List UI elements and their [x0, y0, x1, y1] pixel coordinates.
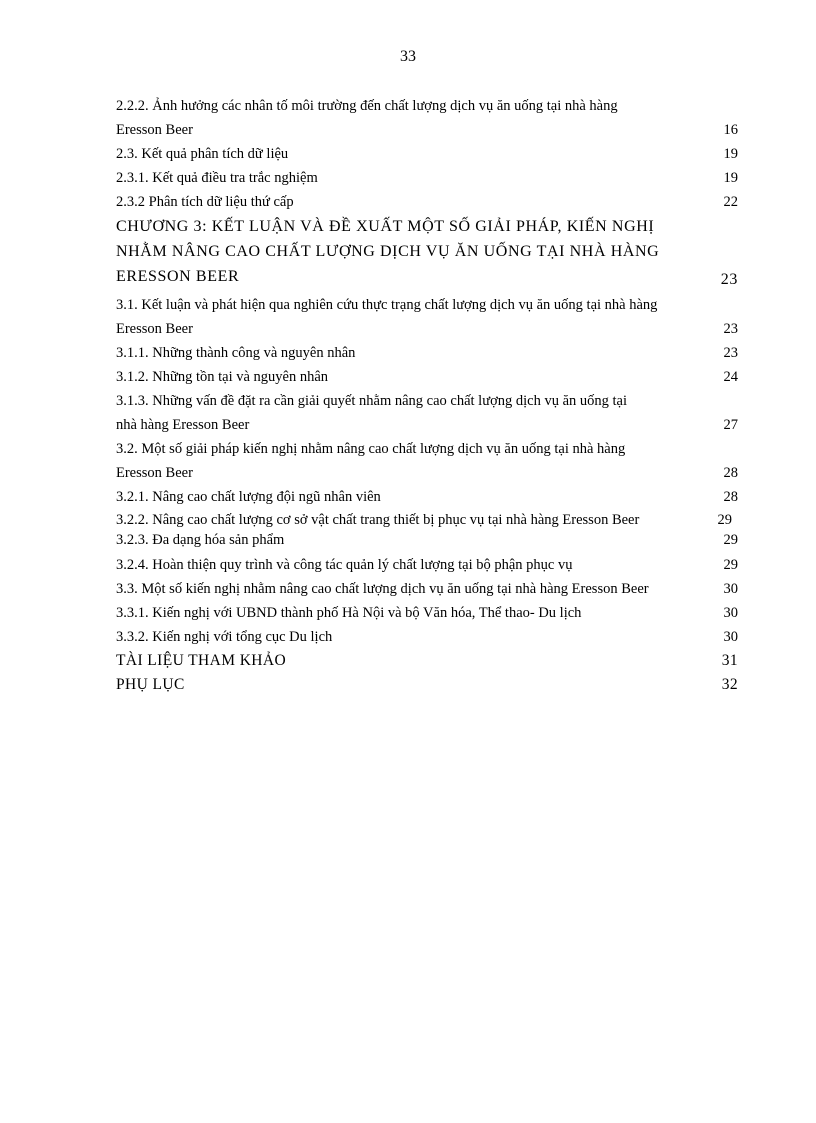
- toc-page-number: 30: [723, 605, 738, 621]
- toc-page-number: 24: [723, 369, 738, 385]
- toc-entry-3-2-2: [116, 509, 738, 531]
- toc-entry-title: 2.3.1. Kết quả điều tra trắc nghiệm: [116, 170, 318, 186]
- toc-page-number: 16: [723, 122, 738, 138]
- toc-entry-3-1-1: [116, 341, 738, 365]
- toc-page-number: 28: [723, 489, 738, 505]
- toc-page-number: 32: [721, 676, 738, 693]
- toc-page-number: 28: [723, 465, 738, 481]
- toc-page-number: 29: [717, 512, 732, 528]
- toc-entry-title: 3.2. Một số giải pháp kiến nghị nhằm nâng cao chất lượng dịch vụ ăn uống tại nhà hàng: [116, 441, 626, 457]
- toc-entry-title: 3.2.3. Đa dạng hóa sản phẩm: [116, 532, 285, 548]
- toc-entry-3-2: [116, 437, 738, 485]
- toc-entry-title: CHƯƠNG 3: KẾT LUẬN VÀ ĐỀ XUẤT MỘT SỐ GIẢI PHÁP, KIẾN NGHỊ: [116, 218, 655, 235]
- toc-entry-3-1: [116, 293, 738, 341]
- toc-entry-2-3-1: [116, 166, 738, 190]
- toc-entry-3-3: [116, 577, 738, 601]
- toc-entry-title: 3.1.3. Những vấn đề đặt ra cần giải quyết nhằm nâng cao chất lượng dịch vụ ăn uống tại: [116, 393, 628, 409]
- toc-page-number: 23: [723, 321, 738, 337]
- toc-entry-2-3-2: [116, 190, 738, 214]
- toc-entry-references: [116, 649, 738, 673]
- toc-page-number: 23: [720, 271, 738, 288]
- toc-entry-title: 3.2.2. Nâng cao chất lượng cơ sở vật chất trang thiết bị phục vụ tại nhà hàng Eresson Beer: [116, 512, 640, 528]
- toc-page-number: 31: [721, 652, 738, 669]
- toc-entry-2-2-2: [116, 94, 738, 142]
- toc-entry-3-3-1: [116, 601, 738, 625]
- toc-entry-appendix: [116, 673, 738, 697]
- toc-page-number: 30: [723, 629, 738, 645]
- toc-entry-chapter-3: [116, 214, 738, 289]
- toc-page-number: 29: [723, 532, 738, 548]
- toc-entry-3-3-2: [116, 625, 738, 649]
- toc-entry-title: NHẰM NÂNG CAO CHẤT LƯỢNG DỊCH VỤ ĂN UỐNG TẠI NHÀ HÀNG: [116, 243, 660, 260]
- toc-entry-title: Eresson Beer: [116, 122, 193, 138]
- toc-page-number: 23: [723, 345, 738, 361]
- toc-entry-title: TÀI LIỆU THAM KHẢO: [116, 652, 287, 669]
- toc-entry-title: 3.2.1. Nâng cao chất lượng đội ngũ nhân viên: [116, 489, 381, 505]
- toc-entry-3-1-2: [116, 365, 738, 389]
- toc-entry-2-3: [116, 142, 738, 166]
- toc-page-number: 30: [723, 581, 738, 597]
- toc-entry-title: 3.1.2. Những tồn tại và nguyên nhân: [116, 369, 329, 385]
- toc-entry-title: 2.3.2 Phân tích dữ liệu thứ cấp: [116, 194, 294, 210]
- toc-page-number: 22: [723, 194, 738, 210]
- table-of-contents: [116, 94, 738, 697]
- toc-entry-title: 3.1.1. Những thành công và nguyên nhân: [116, 345, 356, 361]
- toc-entry-title: Eresson Beer: [116, 321, 193, 337]
- toc-entry-title: 3.3. Một số kiến nghị nhằm nâng cao chất lượng dịch vụ ăn uống tại nhà hàng Eresson Beer: [116, 581, 649, 597]
- toc-entry-title: 3.2.4. Hoàn thiện quy trình và công tác quản lý chất lượng tại bộ phận phục vụ: [116, 557, 573, 573]
- toc-entry-title: Eresson Beer: [116, 465, 193, 481]
- toc-entry-title: ERESSON BEER: [116, 268, 240, 285]
- toc-page-number: 19: [723, 146, 738, 162]
- toc-entry-3-2-4: [116, 553, 738, 577]
- toc-page-number: 27: [723, 417, 738, 433]
- toc-entry-3-2-3: [116, 531, 738, 549]
- toc-entry-title: PHỤ LỤC: [116, 676, 185, 693]
- page-number: 33: [400, 48, 416, 65]
- toc-entry-title: nhà hàng Eresson Beer: [116, 417, 250, 433]
- toc-entry-title: 3.1. Kết luận và phát hiện qua nghiên cứu thực trạng chất lượng dịch vụ ăn uống tại nhà hàng: [116, 297, 658, 313]
- toc-entry-3-1-3: [116, 389, 738, 437]
- toc-entry-title: 3.3.1. Kiến nghị với UBND thành phố Hà Nội và bộ Văn hóa, Thể thao- Du lịch: [116, 605, 582, 621]
- toc-page-number: 29: [723, 557, 738, 573]
- toc-entry-3-2-1: [116, 485, 738, 509]
- toc-entry-title: 2.3. Kết quả phân tích dữ liệu: [116, 146, 289, 162]
- toc-entry-title: 2.2.2. Ảnh hưởng các nhân tố môi trường đến chất lượng dịch vụ ăn uống tại nhà hàng: [116, 98, 618, 114]
- toc-entry-title: 3.3.2. Kiến nghị với tổng cục Du lịch: [116, 629, 333, 645]
- toc-page-number: 19: [723, 170, 738, 186]
